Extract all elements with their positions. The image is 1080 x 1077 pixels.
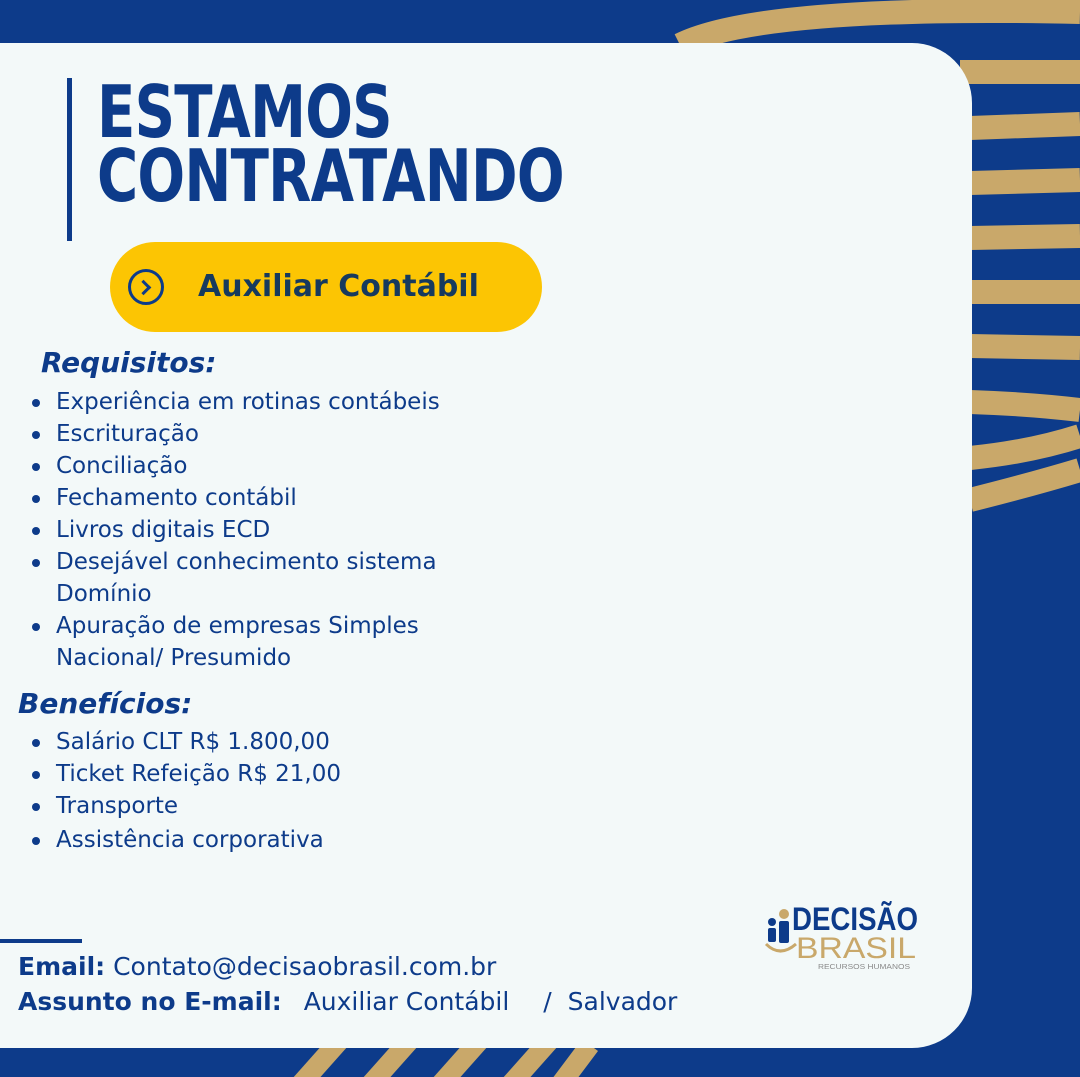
logo-line-2: BRASIL: [796, 932, 916, 965]
headline-line-2: CONTRATANDO: [97, 134, 564, 218]
list-item: Livros digitais ECD: [30, 514, 440, 546]
decisao-brasil-logo: [762, 900, 922, 974]
requirements-list: [30, 386, 440, 674]
benefits-title: Benefícios:: [18, 687, 193, 720]
list-item: Fechamento contábil: [30, 482, 440, 514]
list-item: Ticket Refeição R$ 21,00: [30, 758, 341, 790]
list-item-continuation: Nacional/ Presumido: [56, 645, 292, 671]
headline-accent-bar: [67, 78, 72, 241]
list-item: Apuração de empresas Simples: [30, 610, 440, 642]
list-item: Assistência corporativa: [30, 824, 341, 856]
subject-label: Assunto no E-mail:: [18, 987, 282, 1016]
list-item: Salário CLT R$ 1.800,00: [30, 726, 341, 758]
list-item: Desejável conhecimento sistema: [30, 546, 440, 578]
list-item-continuation: Domínio: [56, 581, 152, 607]
headline-line-1: ESTAMOS: [97, 70, 392, 154]
email-address[interactable]: Contato@decisaobrasil.com.br: [113, 952, 497, 981]
list-item: Experiência em rotinas contábeis: [30, 386, 440, 418]
email-label: Email:: [18, 952, 106, 981]
job-title-pill: [110, 242, 542, 332]
subject-separator: /: [543, 987, 552, 1016]
list-item: Escrituração: [30, 418, 440, 450]
contact-divider: [0, 939, 82, 943]
headline: [97, 70, 564, 218]
subject-line: [18, 987, 677, 1017]
subject-value: Auxiliar Contábil: [303, 987, 510, 1016]
requirements-title: Requisitos:: [41, 346, 217, 379]
list-item: Transporte: [30, 790, 341, 822]
chevron-right-circle-icon: [128, 269, 164, 305]
job-title: Auxiliar Contábil: [198, 269, 479, 304]
benefits-list: [30, 726, 341, 856]
list-item: Conciliação: [30, 450, 440, 482]
logo-tagline: RECURSOS HUMANOS: [818, 964, 911, 971]
location: Salvador: [567, 987, 678, 1016]
email-line: [18, 952, 496, 982]
logo-line-1: DECISÃO: [792, 901, 918, 937]
